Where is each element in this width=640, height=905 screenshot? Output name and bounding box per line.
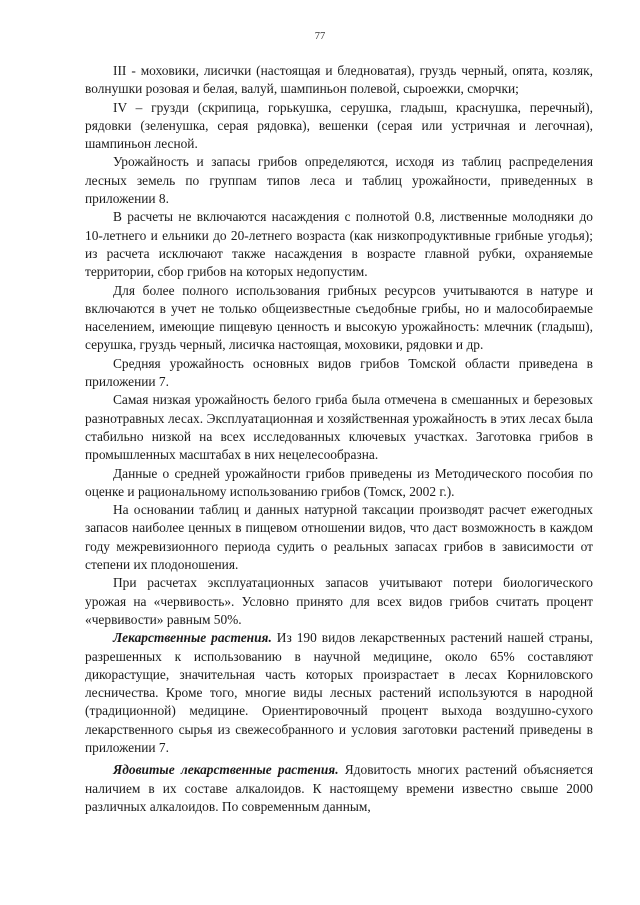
paragraph-calculation-exclusions: В расчеты не включаются насаждения с полнотой 0.8, лиственные молодняки до 10-летнего и ельники до 20-летнего возраста (как низкопродуктивные грибные угодья); из расчета исключают также насаждения в возрасте главной рубки, охраняемые территории, сбор грибов на которых недопустим. <box>85 209 593 280</box>
page-number: 77 <box>314 31 326 42</box>
paragraph-average-yield: Средняя урожайность основных видов грибов Томской области приведена в приложении 7. <box>85 355 593 390</box>
paragraph-medicinal-plants <box>85 629 593 757</box>
paragraph-annual-stock: На основании таблиц и данных натурной таксации производят расчет ежегодных запасов наиболее ценных в пищевом отношении видов, что даст возможность в каждом году межревизионного периода судить о реальных запасах грибов в зависимости от степени их плодоношения. <box>85 502 593 573</box>
paragraph-poisonous-plants-text: Ядовитость многих растений объясняется наличием в их составе алкалоидов. К настоящему времени известно свыше 2000 различных алкалоидов. По современным данным, <box>85 762 594 814</box>
paragraph-lowest-yield: Самая низкая урожайность белого гриба была отмечена в смешанных и березовых разнотравных лесах. Эксплуатационная и хозяйственная урожайность в этих лесах была стабильно низкой на всех исследованных ключевых участках. Заготовка грибов в промышленных масштабах в них нецелесообразна. <box>85 392 593 463</box>
text-body <box>85 62 593 816</box>
term-poisonous-plants: Ядовитые лекарственные растения. <box>113 762 339 778</box>
paragraph-poisonous-plants <box>85 761 593 816</box>
paragraph-medicinal-plants-text: Из 190 видов лекарственных растений нашей страны, разрешенных к использованию в научной медицине, около 65% составляют дикорастущие, значительная часть которых произрастает в лесах Корниловского лесничества. Кроме того, многие виды лесных растений используются в народной (традиционной) медицине. Ориентировочный процент выхода воздушно-сухого лекарственного сырья из свежесобранного и условия заготовки растений приведены в приложении 7. <box>85 630 593 755</box>
paragraph-mushroom-group-4: IV – грузди (скрипица, горькушка, серушка, гладыш, краснушка, перечный), рядовки (зеленушка, серая рядовка), вешенки (серая или устричная и легочная), шампиньон лесной. <box>85 99 593 152</box>
paragraph-worminess: При расчетах эксплуатационных запасов учитывают потери биологического урожая на «червивость». Условно принято для всех видов грибов считать процент «червивости» равным 50%. <box>85 575 593 627</box>
paragraph-yield-determination: Урожайность и запасы грибов определяются, исходя из таблиц распределения лесных земель по группам типов леса и таблиц урожайности, приведенных в приложении 8. <box>85 154 593 207</box>
paragraph-resource-usage: Для более полного использования грибных ресурсов учитываются в натуре и включаются в учет не только общеизвестные съедобные грибы, но и малособираемые населением, имеющие пищевую ценность и высокую урожайность: млечник (гладыш), серушка, груздь черный, лисичка настоящая, моховики, рядовки и др. <box>85 282 593 353</box>
term-medicinal-plants: Лекарственные растения. <box>113 630 272 646</box>
paragraph-data-source: Данные о средней урожайности грибов приведены из Методического пособия по оценке и рациональному использованию грибов (Томск, 2002 г.). <box>85 465 593 499</box>
paragraph-mushroom-group-3: III - моховики, лисички (настоящая и бледноватая), груздь черный, опята, козляк, волнушки розовая и белая, валуй, шампиньон полевой, сыроежки, сморчки; <box>85 63 593 97</box>
